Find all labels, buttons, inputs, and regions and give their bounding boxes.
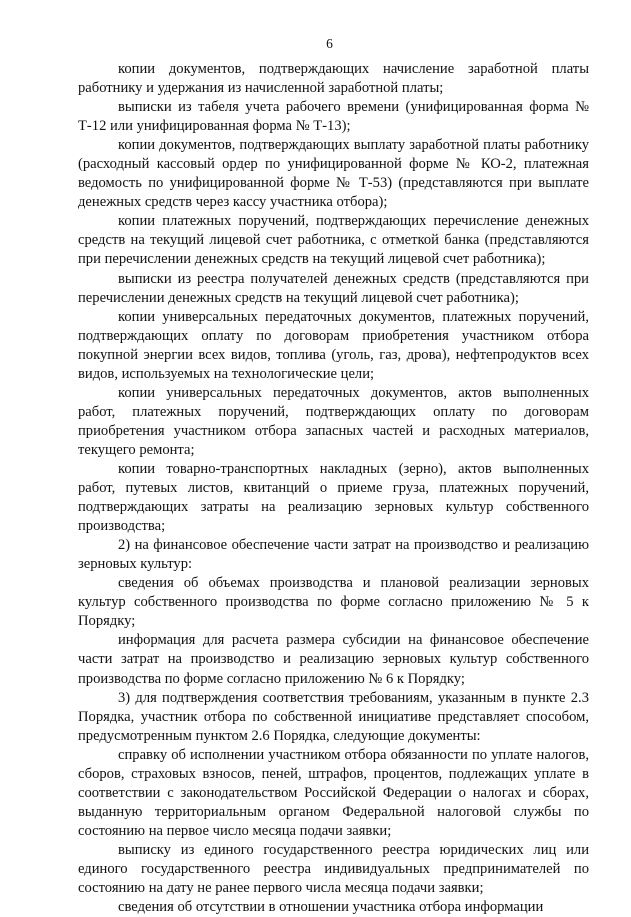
page-number: 6 <box>326 36 333 51</box>
paragraph-payment-orders: копии платежных поручений, подтверждающих перечисление денежных средств на текущий лицевой счет работника, с отметкой банка (представляются при перечислении денежных средств на текущий лицевой счет работника); <box>78 213 589 268</box>
paragraph-item-2: 2) на финансовое обеспечение части затрат на производство и реализацию зерновых культур: <box>78 537 589 573</box>
paragraph-salary-documents: копии документов, подтверждающих начисление заработной платы работнику и удержания из начисленной заработной платы; <box>78 61 589 97</box>
paragraph-timesheet-extracts: выписки из табеля учета рабочего времени (унифицированная форма № Т-12 или унифицированная форма № Т-13); <box>78 99 589 135</box>
paragraph-tax-certificate: справку об исполнении участником отбора обязанности по уплате налогов, сборов, страховых взносов, пеней, штрафов, процентов, подлежащих уплате в соответствии с законодательством Российской Федерации о налогах и сборах, выданную территориальным органом Федеральной налоговой службы по состоянию на первое число месяца подачи заявки; <box>78 746 589 839</box>
paragraph-recipients-register: выписки из реестра получателей денежных средств (представляются при перечислении денежных средств на текущий лицевой счет работника); <box>78 270 589 306</box>
paragraph-item-3: 3) для подтверждения соответствия требованиям, указанным в пункте 2.3 Порядка, участник отбора по собственной инициативе представляет способом, предусмотренным пунктом 2.6 Порядка, следующие документы: <box>78 689 589 744</box>
paragraph-salary-payment-docs: копии документов, подтверждающих выплату заработной платы работнику (расходный кассовый ордер по унифицированной форме № КО-2, платежная ведомость по унифицированной форме № Т-53) (представляются при выплате денежных средств через кассу участника отбора); <box>78 137 589 211</box>
paragraph-energy-fuel-docs: копии универсальных передаточных документов, платежных поручений, подтверждающих оплату по договорам приобретения участником отбора покупной энергии всех видов, топлива (уголь, газ, дрова), нефтепродуктов всех видов, используемых на технологические цели; <box>78 308 589 382</box>
paragraph-production-volumes: сведения об объемах производства и плановой реализации зерновых культур собственного производства по форме согласно приложению № 5 к Порядку; <box>78 575 589 630</box>
paragraph-spare-parts-docs: копии универсальных передаточных документов, актов выполненных работ, платежных поручений, подтверждающих оплату по договорам приобретения участником отбора запасных частей и расходных материалов, текущего ремонта; <box>78 384 589 458</box>
paragraph-registry-extract: выписку из единого государственного реестра юридических лиц или единого государственного реестра индивидуальных предпринимателей по состоянию на дату не ранее первого числа месяца подачи заявки; <box>78 841 589 897</box>
paragraph-grain-sales-docs: копии товарно-транспортных накладных (зерно), актов выполненных работ, путевых листов, квитанций о приеме груза, платежных поручений, подтверждающих затраты на реализацию зерновых культур собственного производства; <box>78 460 589 535</box>
paragraph-subsidy-calculation: информация для расчета размера субсидии на финансовое обеспечение части затрат на производство и реализацию зерновых культур собственного производства по форме согласно приложению № 6 к Порядку; <box>78 632 589 687</box>
paragraph-absence-info: сведения об отсутствии в отношении участника отбора информации <box>118 899 544 916</box>
